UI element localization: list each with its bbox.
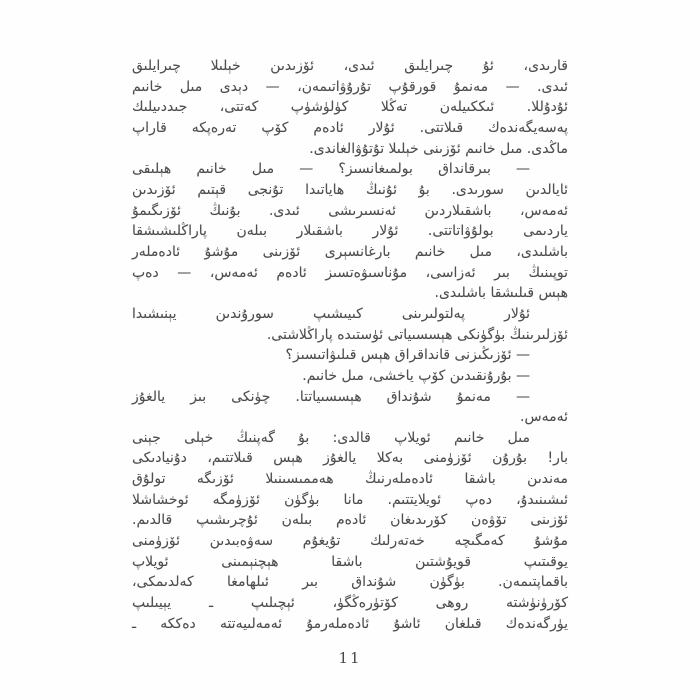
text-line: بار! بۇرۇن ئۆزۈمنى بەكلا يالغۇز ھېس قىلاتتىم، دۇنيادىكى bbox=[132, 450, 568, 467]
text-block bbox=[132, 56, 568, 634]
text-line: ئىشىنىدۇ، دەپ ئويلايتتىم. مانا بۈگۈن ئۆزۈمگە ئوخشاشلا bbox=[132, 491, 568, 508]
text-line: مەندىن باشقا ئادەملەرنىڭ ھەممىسىنىلا ئۆزىگە تولۇق bbox=[132, 471, 568, 488]
text-line: باشلىدى، مىل خانىم بارغانسېرى ئۆزىنى مۇشۇ ئادەملەر bbox=[132, 243, 568, 260]
text-line: باقماپتىمەن. بۈگۈن شۇنداق بىر ئىلھامغا كەلدىمكى، bbox=[132, 574, 568, 591]
text-line: ئۆزىنى تۆۋەن كۆرىدىغان ئادەم بىلەن ئۇچرىشىپ قالدىم. bbox=[132, 512, 568, 529]
text-line: — بىرقانداق بولمىغانسىز؟ — مىل خانىم ھېلىقى bbox=[132, 161, 530, 178]
text-line: مۇشۇ كەمگىچە خەتەرلىك تۇيغۇم سەۋەبىدىن ئۆزۈمنى bbox=[132, 533, 568, 550]
dialogue-line: — ئۆزىڭىزنى قانداقراق ھېس قىلىۋاتىسىز؟ bbox=[285, 347, 530, 364]
text-line: ئۇلار پەلتولىرىنى كىيىشىپ سورۇندىن يېنىشىدا bbox=[132, 305, 530, 322]
text-line: توپىنىڭ بىر ئەزاسى، مۇناسىۋەتسىز ئادەم ئەمەس، — دەپ bbox=[132, 264, 568, 281]
text-line: ياردىمى بولۇۋاتاتتى. ئۇلار باشقىلار بىلەن پاراڭلىشىشقا bbox=[132, 223, 568, 240]
dialogue-line: — بۇرۇنقىدىن كۆپ ياخشى، مىل خانىم. bbox=[302, 367, 530, 384]
text-line: ئەمەس. bbox=[520, 409, 568, 426]
text-line: كۆرۈنۈشتە روھى كۆتۈرەڭگۈ، ئېچىلىپ ـ يېيىلىپ bbox=[132, 595, 568, 612]
text-line: يوقىتىپ قويۇشتىن باشقا ھېچنېمىنى ئويلاپ bbox=[132, 553, 568, 570]
text-line: ئىدى. — مەنمۇ قورقۇپ تۇرۇۋاتىمەن، — دېدى مىل خانىم bbox=[132, 78, 568, 95]
text-line: ماڭدى. مىل خانىم ئۆزىنى خېلىلا تۇتۇۋالغاندى. bbox=[309, 140, 568, 157]
text-line: ھېس قىلىشقا باشلىدى. bbox=[434, 285, 568, 302]
dialogue-line: — مەنمۇ شۇنداق ھېسسىياتتا. چۈنكى بىز يالغۇز bbox=[132, 388, 530, 405]
text-line: ئۇدۇللا. ئىككىيلەن تەڭلا كۈلۈشۈپ كەتتى، جىددىيلىك bbox=[132, 99, 568, 116]
text-line: مىل خانىم ئويلاپ قالدى: بۇ گەپنىڭ خېلى جېنى bbox=[132, 429, 530, 446]
text-line: ئايالدىن سورىدى. بۇ ئۇنىڭ ھاياتىدا تۇنجى قېتىم ئۆزىدىن bbox=[132, 181, 568, 198]
page-number: 11 bbox=[338, 649, 362, 667]
text-line: يۈرگەندەك قىلغان ئاشۇ ئادەملەرمۇ ئەمەلىيەتتە دەككە ـ bbox=[132, 615, 568, 632]
text-line: قارىدى، ئۇ چىرايلىق ئىدى، ئۆزىدىن خېلىلا چىرايلىق bbox=[132, 58, 568, 74]
text-line: پەسەيگەندەك قىلاتتى. ئۇلار ئادەم كۆپ تەرەپكە قاراپ bbox=[132, 119, 568, 136]
text-line: ئەمەس، باشقىلاردىن ئەنسىرىشى ئىدى. بۇنىڭ ئۆزىگىمۇ bbox=[132, 202, 568, 219]
text-line: ئۆزلىرىنىڭ بۈگۈنكى ھېسسىياتى ئۈستىدە پاراڭلاشتى. bbox=[266, 326, 568, 343]
